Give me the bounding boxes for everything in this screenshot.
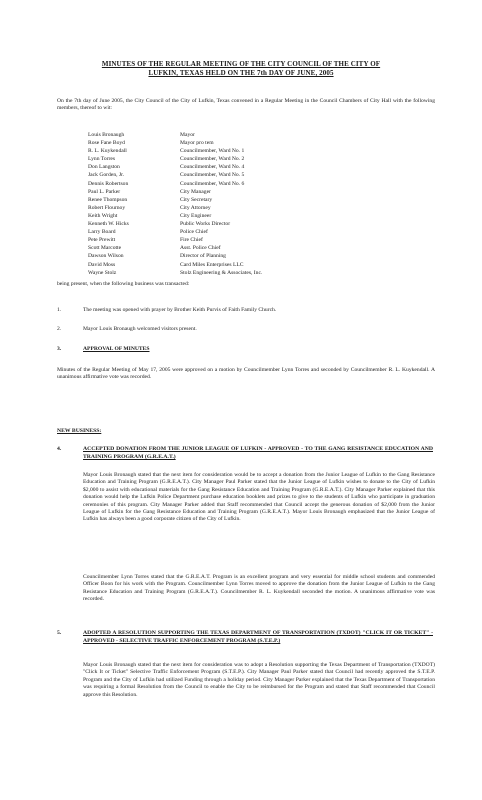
item-2-number: 2. <box>57 326 62 332</box>
item-4-heading: ACCEPTED DONATION FROM THE JUNIOR LEAGUE OF LUFKIN - APPROVED - TO THE GANG RESISTANCE EDUCATION AND TRAINING PROGRAM (G.R.E.A.T.) <box>83 446 433 460</box>
roster-row <box>88 188 262 196</box>
item-5-heading-row <box>57 629 435 645</box>
new-business-heading: NEW BUSINESS: <box>57 428 102 434</box>
item-5-heading: ADOPTED A RESOLUTION SUPPORTING THE TEXAS DEPARTMENT OF TRANSPORTATION (TXDOT) "CLICK IT OR TICKET" - APPROVED - SELECTIVE TRAFFIC ENFORCEMENT PROGRAM (S.T.E.P.) <box>83 630 433 644</box>
roster-row <box>88 131 262 139</box>
roster-title: Public Works Director <box>180 221 231 228</box>
attendee-roster <box>88 131 262 277</box>
roster-title: Councilmember, Ward No. 2 <box>180 156 245 163</box>
item-2 <box>57 326 435 333</box>
roster-title: Mayor <box>180 132 195 138</box>
roster-name: Dennis Robertson <box>88 180 129 187</box>
roster-name: Wayne Stolz <box>88 269 117 276</box>
roster-row <box>88 220 262 228</box>
roster-title: Card Miles Enterprises LLC <box>180 261 244 268</box>
roster-title: City Manager <box>180 188 211 195</box>
roster-row <box>88 147 262 155</box>
roster-row <box>88 171 262 179</box>
roster-title: City Engineer <box>180 212 212 219</box>
title-line-2: LUFKIN, TEXAS HELD ON THE 7th DAY OF JUNE, 2005 <box>148 69 334 77</box>
item-3-heading: APPROVAL OF MINUTES <box>83 346 150 352</box>
roster-row <box>88 163 262 171</box>
roster-title: Councilmember, Ward No. 4 <box>180 164 245 171</box>
item-2-text: Mayor Louis Bronaugh welcomed visitors present. <box>83 326 197 332</box>
roster-row <box>88 269 262 277</box>
roster-row <box>88 155 262 163</box>
intro-paragraph: On the 7th day of June 2005, the City Council of the City of Lufkin, Texas convened in a Regular Meeting in the Council Chambers of City Hall with the following members, thereof to wit: <box>57 98 435 112</box>
roster-name: Keith Wright <box>88 212 118 219</box>
title-line-1: MINUTES OF THE REGULAR MEETING OF THE CITY COUNCIL OF THE CITY OF <box>101 60 381 68</box>
item-4-body-1: Mayor Louis Bronaugh stated that the next item for consideration would be to accept a donation from the Junior League of Lufkin to the Gang Resistance Education and Training Program (G.R.E.A.T.). City Manager Paul Parker stated that the Junior League of Lufkin wishes to donate to the City of Lufkin $2,000 to assist with educational materials for the Gang Resistance Education and Training Program (G.R.E.A.T.). City Manager Parker explained that this donation would help the Lufkin Police Department purchase education booklets and prizes to give to the students of Lufkin who participate in graduation ceremonies of this program. City Manager Parker added that Staff recommended that Council accept the generous donation of $2,000 from the Junior League of Lufkin for the Gang Resistance Education and Training Program (G.R.E.A.T.). Mayor Louis Bronaugh emphasized that the Junior League of Lufkin has always been a good corporate citizen of the City of Lufkin. <box>83 472 435 523</box>
roster-row <box>88 236 262 244</box>
roster-title: Mayor pro tem <box>180 140 214 147</box>
roster-row <box>88 204 262 212</box>
item-4-number: 4. <box>57 446 62 452</box>
roster-name: Lynn Torres <box>88 156 116 163</box>
roster-name: Robert Flournoy <box>88 204 126 211</box>
roster-title: City Attorney <box>180 204 211 211</box>
roster-name: Scott Marcotte <box>88 245 122 252</box>
roster-name: Paul L. Parker <box>88 188 121 195</box>
roster-title: Asst. Police Chief <box>180 245 221 252</box>
roster-name: Louis Bronaugh <box>88 132 125 138</box>
roster-name: David Moss <box>88 261 116 268</box>
item-4-body-2: Councilmember Lynn Torres stated that the G.R.E.A.T. Program is an excellent program and very essential for middle school students and commended Officer Boon for his work with the Program. Councilmember Lynn Torres moved to approve the donation from the Junior League of Lufkin to the Gang Resistance Education and Training Program (G.R.E.A.T.). Councilmember R. L. Kuykendall seconded the motion. A unanimous affirmative vote was recorded. <box>83 574 435 603</box>
roster-row <box>88 244 262 252</box>
roster-title: Director of Planning <box>180 253 226 260</box>
roster-name: Kenneth W. Hicks <box>88 221 129 228</box>
roster-title: Councilmember, Ward No. 6 <box>180 180 245 187</box>
item-4-heading-row <box>57 445 435 461</box>
roster-title: Councilmember, Ward No. 5 <box>180 172 245 179</box>
roster-name: Dawson Wilson <box>88 253 124 260</box>
roster-row <box>88 139 262 147</box>
roster-row <box>88 196 262 204</box>
being-present-text: being present, when the following business was transacted: <box>57 281 190 287</box>
roster-title: Stolz Engineering & Associates, Inc. <box>180 269 263 276</box>
roster-title: Fire Chief <box>180 237 203 244</box>
item-3-heading-row <box>57 346 435 353</box>
roster-name: Jack Gorden, Jr. <box>88 172 125 179</box>
item-1-text: The meeting was opened with prayer by Brother Keith Purvis of Faith Family Church. <box>83 307 277 313</box>
item-5-number: 5. <box>57 630 62 636</box>
roster-name: Pete Prewitt <box>88 237 116 244</box>
roster-row <box>88 252 262 260</box>
roster-title: City Secretary <box>180 196 213 203</box>
item-5-body: Mayor Louis Bronaugh stated that the next item for consideration was to adopt a Resolution supporting the Texas Department of Transportation (TXDOT) "Click It or Ticket" Selective Traffic Enforcement Program (S.T.E.P.). City Manager Paul Parker stated that Council had recently approved the S.T.E.P. Program and the City of Lufkin had utilized Funding through a holiday period. City Manager Parker explained that the Texas Department of Transportation was requiring a formal Resolution from the Council to enable the City to be reimbursed for the Program and stated that Staff recommended that Council approve this Resolution. <box>83 662 435 698</box>
roster-name: Renee Thompson <box>88 196 128 203</box>
item-3-number: 3. <box>57 346 62 352</box>
roster-row <box>88 261 262 269</box>
roster-title: Police Chief <box>180 229 208 236</box>
roster-name: Rose Fane Boyd <box>88 140 125 147</box>
roster-name: Don Langston <box>88 164 120 171</box>
roster-name: Larry Board <box>88 229 116 236</box>
item-1 <box>57 307 435 314</box>
item-1-number: 1. <box>57 307 62 313</box>
roster-name: R. L. Kuykendall <box>88 148 127 155</box>
roster-row <box>88 228 262 236</box>
roster-row <box>88 180 262 188</box>
document-title <box>60 60 422 78</box>
item-3-body: Minutes of the Regular Meeting of May 17, 2005 were approved on a motion by Councilmember Lynn Torres and seconded by Councilmember R. L. Kuykendall. A unanimous affirmative vote was recorded. <box>57 367 435 381</box>
roster-row <box>88 212 262 220</box>
roster-title: Councilmember, Ward No. 1 <box>180 148 245 155</box>
